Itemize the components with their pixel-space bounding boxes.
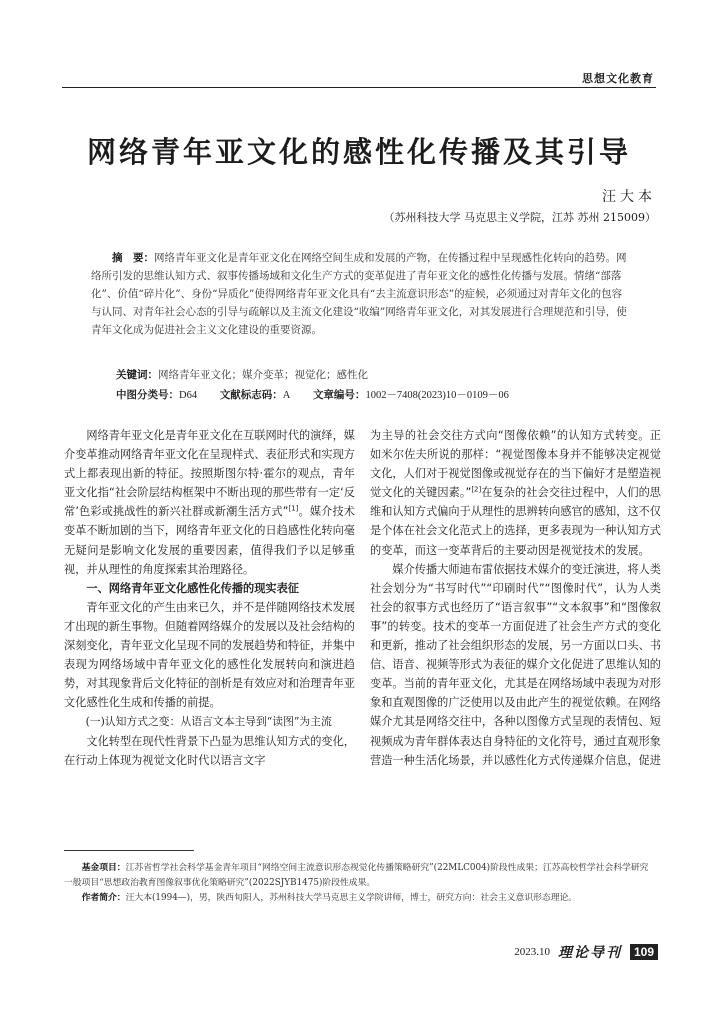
- doccode-label: 文献标志码：: [219, 390, 283, 401]
- body-column-right: [370, 426, 661, 770]
- author-name: 汪大本: [602, 189, 656, 205]
- issue-date: 2023.10: [514, 946, 550, 958]
- body-paragraph: 青年亚文化的产生由来已久，并不是伴随网络技术发展才出现的新生事物。但随着网络媒介的发展以及社会结构的深刻变化，青年亚文化呈现不同的发展趋势和特征，并集中表现为网络场域中青年亚文化的感性化发展转向和演进趋势，对其现象背后文化特征的剖析是有效应对和治理青年亚文化感性化生成和传播的前提。: [64, 600, 355, 710]
- body-paragraph: 媒介传播大师迪布雷依据技术媒介的变迁演进，将人类社会划分为“书写时代”“印刷时代”“图像时代”，认为人类社会的叙事方式也经历了“语言叙事”“文本叙事”和“图像叙事”的转变。技术的变革一方面促进了社会生产方式的变化和更新，推动了社会组织形态的发展，另一方面以口头、书信、语音、视频等形式为表征的媒介文化促进了思维认知的变革。当前的青年亚文化，尤其是在网络场域中表现为对形象和直观图像的广泛使用以及由此产生的视觉依赖。在网络媒介尤其是网络交往中，各种以图像方式呈现的表情包、短视频成为青年群体表达自身特征的文化符号，通过直观形象营造一种生活化场景，并以感性化方式传递媒介信息，促进: [370, 562, 661, 767]
- author-affiliation: （苏州科技大学 马克思主义学院，江苏 苏州 215009）: [383, 211, 656, 224]
- doccode-value: A: [282, 390, 291, 401]
- paragraph-text: 网络青年亚文化是青年亚文化在互联网时代的演绎，媒介变革推动网络青年亚文化在呈现样式、表征形式和实现方式上都表现出新的特征。按照斯图尔特·霍尔的观点，青年亚文化指“社会阶层结构框架中不断出现的那些带有一定‘反常’色彩或挑战性的新兴社群或新潮生活方式”: [64, 429, 355, 519]
- header-rule: [62, 87, 656, 88]
- citation-ref[interactable]: [1]: [288, 504, 299, 513]
- paragraph-text: 。媒介技术变革不断加剧的当下，网络青年亚文化的日趋感性化转向毫无疑问是影响文化发展的重要因素，值得我们予以足够重视，并从理性的角度探索其治理路径。: [64, 505, 355, 576]
- body-paragraph: [370, 426, 661, 560]
- artno-label: 文章编号：: [312, 390, 366, 401]
- page-footer: [514, 942, 658, 962]
- class-label: 中图分类号：: [116, 390, 179, 401]
- body-column-left: [64, 426, 355, 770]
- paragraph-text: 在复杂的社会交往过程中，人们的思维和认知方式偏向于从理性的思辨转向感官的感知，这不仅是个体在社会文化范式上的选择，更多表现为一种认知方式的变革，而这一变革背后的主要动因是视觉技术的发展。: [370, 486, 661, 557]
- author-bio-text: 汪大本(1994—)，男，陕西旬阳人，苏州科技大学马克思主义学院讲师，博士，研究方向：社会主义意识形态理论。: [125, 893, 578, 903]
- section-heading: 一、网络青年亚文化感性化传播的现实表征: [86, 581, 299, 595]
- fund-text: 江苏省哲学社会科学基金青年项目“网络空间主流意识形态视觉化传播策略研究”(22MLC004)阶段性成果；江苏高校哲学社会科学研究一般项目“思想政治教育图像叙事优化策略研究”(2022SJYB1475)阶段性成果。: [64, 863, 649, 888]
- subsection-heading: (一)认知方式之变：从语言文本主导到“读图”为主流: [85, 715, 332, 729]
- keywords-label: 关键词：: [116, 369, 158, 381]
- body-paragraph: [64, 426, 355, 579]
- journal-name: 理论导刊: [557, 945, 622, 961]
- footnote-rule: [64, 850, 194, 851]
- keywords: [116, 367, 368, 382]
- article-title: 网络青年亚文化的感性化传播及其引导: [86, 135, 631, 169]
- abstract-text: 网络青年亚文化是青年亚文化在网络空间生成和发展的产物，在传播过程中呈现感性化转向的趋势。网络所引发的思维认知方式、叙事传播场域和文化生产方式的变革促进了青年亚文化的感性化传播与发展。情绪“部落化”、价值“碎片化”、身份“异质化”使得网络青年亚文化具有“去主流意识形态”的症候，必须通过对青年文化的包容与认同、对青年社会心态的引导与疏解以及主流文化建设“收编”网络青年亚文化，对其发展进行合理规范和引导，使青年文化成为促进社会主义文化建设的重要资源。: [91, 252, 627, 336]
- footnote-block: [64, 861, 656, 906]
- keywords-text: 网络青年亚文化；媒介变革；视觉化；感性化: [158, 369, 368, 381]
- abstract-label: 摘 要：: [112, 252, 154, 264]
- class-value: D64: [179, 390, 198, 401]
- classification-line: [116, 387, 509, 402]
- body-paragraph: 文化转型在现代性背景下凸显为思维认知方式的变化，在行动上体现为视觉文化时代以语言文字: [64, 734, 355, 767]
- paragraph-text: 为主导的社会交往方式向“图像依赖”的认知方式转变。正如米尔佐夫所说的那样：“视觉图像本身并不能够决定视觉文化，人们对于视觉图像或视觉存在的当下偏好才是塑造视觉文化的关键因素。”: [370, 429, 661, 500]
- author-bio-label: 作者简介：: [81, 893, 126, 903]
- citation-ref[interactable]: [2]: [471, 485, 482, 494]
- column-tag: 思想文化教育: [582, 72, 654, 85]
- page-number: 109: [630, 944, 658, 960]
- fund-label: 基金项目：: [81, 863, 126, 873]
- artno-value: 1002－7408(2023)10－0109－06: [365, 390, 509, 401]
- abstract: [91, 249, 631, 339]
